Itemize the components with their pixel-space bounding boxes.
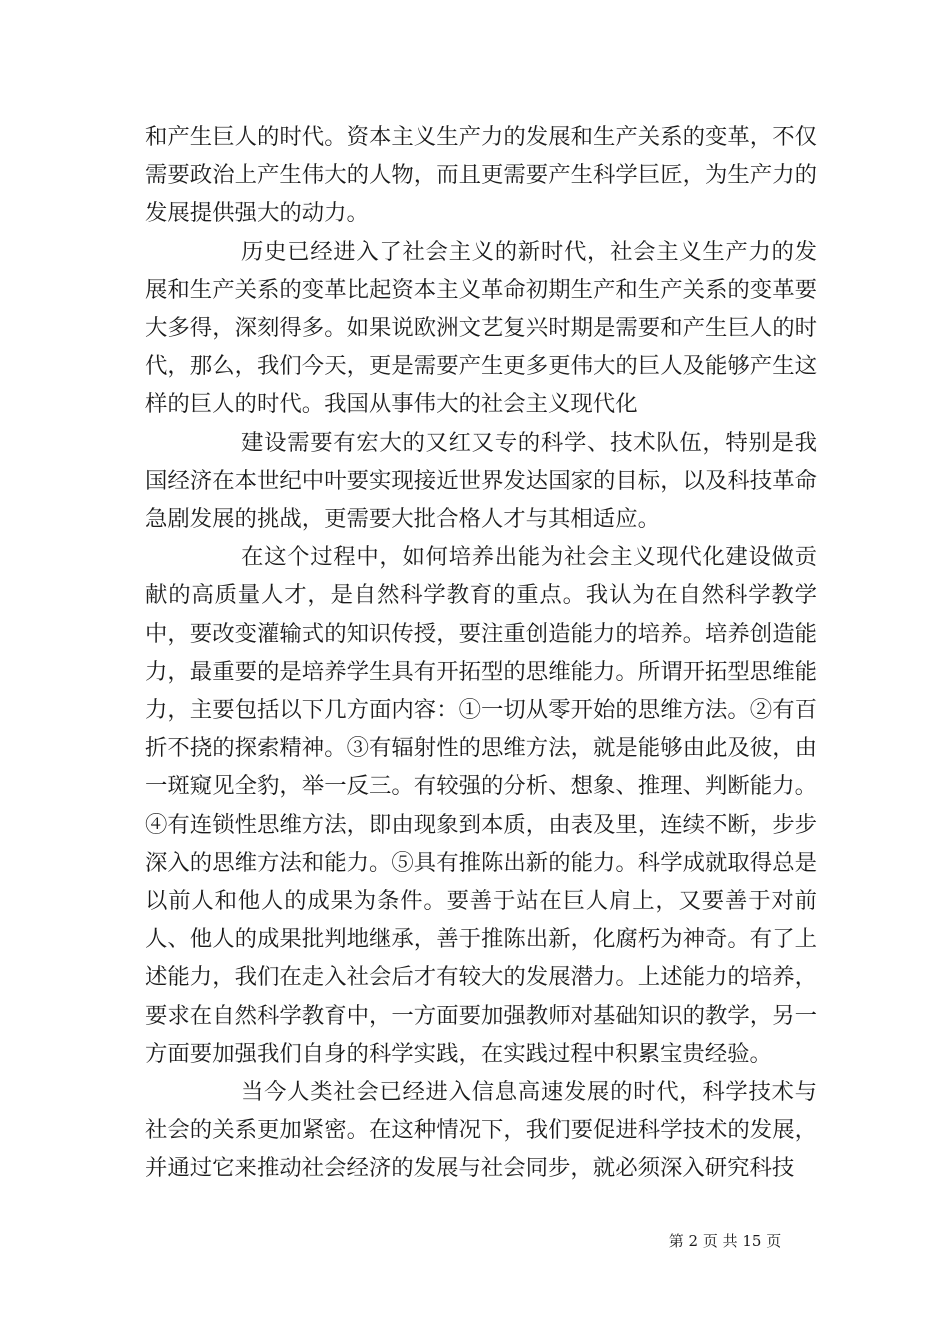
paragraph-construction: 建设需要有宏大的又红又专的科学、技术队伍，特别是我国经济在本世纪中叶要实现接近世界发达国家的目标，以及科技革命急剧发展的挑战，更需要大批合格人才与其相适应。 <box>145 429 817 533</box>
page-number-footer: 第 2 页 共 15 页 <box>668 1232 782 1250</box>
paragraph-new-era: 历史已经进入了社会主义的新时代，社会主义生产力的发展和生产关系的变革比起资本主义革命初期生产和生产关系的变革要大多得，深刻得多。如果说欧洲文艺复兴时期是需要和产生巨人的时代，那么，我们今天，更是需要产生更多更伟大的巨人及能够产生这样的巨人的时代。我国从事伟大的社会主义现代化 <box>145 238 817 418</box>
document-body <box>145 118 817 1188</box>
paragraph-talent-cultivation: 在这个过程中，如何培养出能为社会主义现代化建设做贡献的高质量人才，是自然科学教育的重点。我认为在自然科学教学中，要改变灌输式的知识传授，要注重创造能力的培养。培养创造能力，最重要的是培养学生具有开拓型的思维能力。所谓开拓型思维能力，主要包括以下几方面内容：①一切从零开始的思维方法。②有百折不挠的探索精神。③有辐射性的思维方法，就是能够由此及彼，由一斑窥见全豹，举一反三。有较强的分析、想象、推理、判断能力。④有连锁性思维方法，即由现象到本质，由表及里，连续不断，步步深入的思维方法和能力。⑤具有推陈出新的能力。科学成就取得总是以前人和他人的成果为条件。要善于站在巨人肩上，又要善于对前人、他人的成果批判地继承，善于推陈出新，化腐朽为神奇。有了上述能力，我们在走入社会后才有较大的发展潜力。上述能力的培养，要求在自然科学教育中，一方面要加强教师对基础知识的教学，另一方面要加强我们自身的科学实践，在实践过程中积累宝贵经验。 <box>145 544 817 1067</box>
paragraph-information-era: 当今人类社会已经进入信息高速发展的时代，科学技术与社会的关系更加紧密。在这种情况下，我们要促进科学技术的发展，并通过它来推动社会经济的发展与社会同步，就必须深入研究科技 <box>145 1079 817 1182</box>
paragraph-continuation: 和产生巨人的时代。资本主义生产力的发展和生产关系的变革，不仅需要政治上产生伟大的人物，而且更需要产生科学巨匠，为生产力的发展提供强大的动力。 <box>145 124 817 227</box>
